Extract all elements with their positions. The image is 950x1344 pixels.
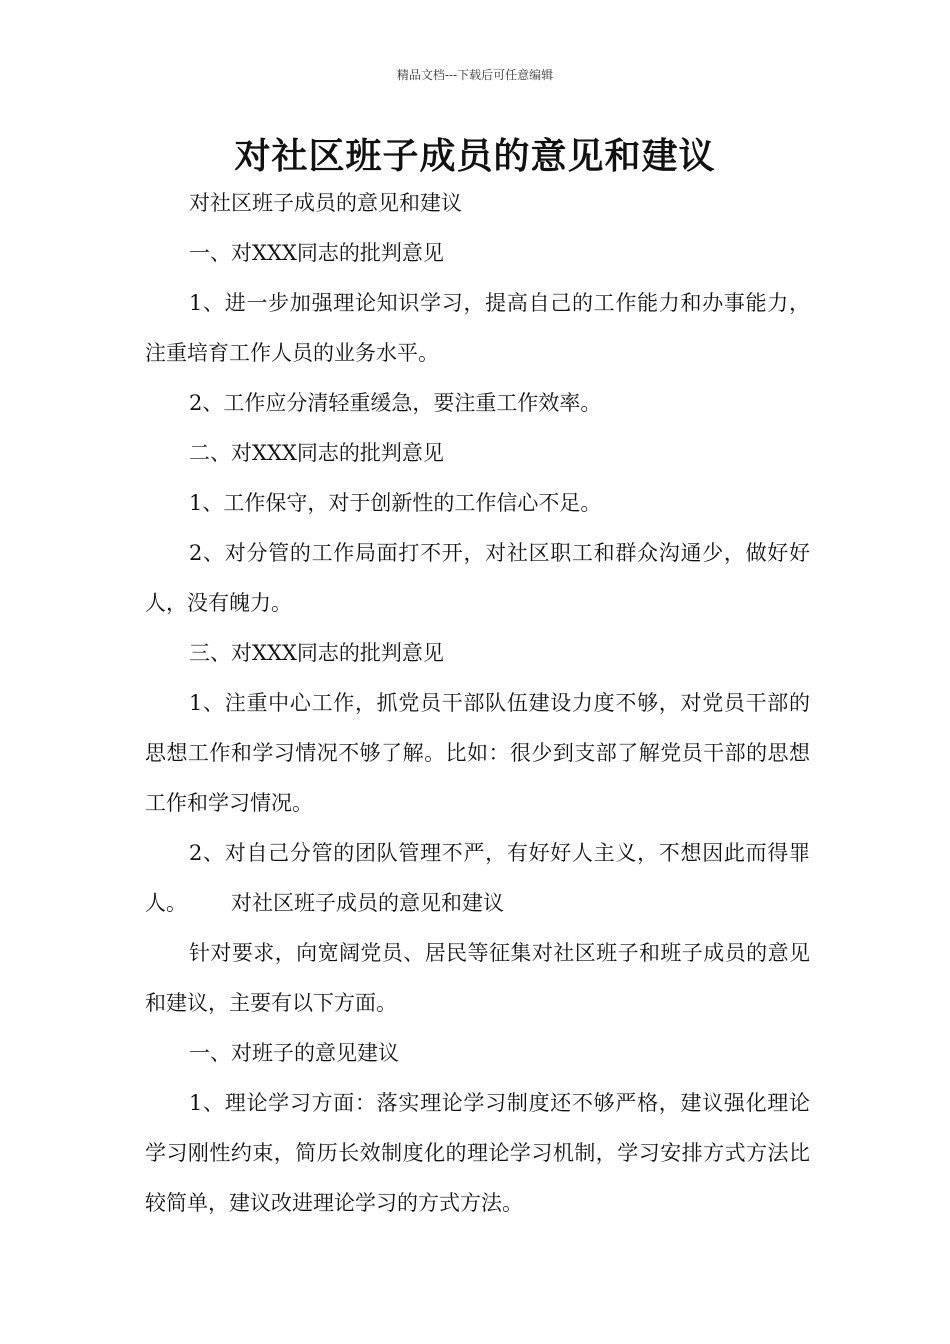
section-heading: 三、对XXX同志的批判意见 xyxy=(189,641,444,665)
paragraph: 2、对分管的工作局面打不开，对社区职工和群众沟通少，做好好人，没有魄力。 xyxy=(145,541,810,615)
paragraph: 1、理论学习方面：落实理论学习制度还不够严格，建议强化理论学习刚性约束，简历长效制度化的理论学习机制，学习安排方式方法比较简单，建议改进理论学习的方式方法。 xyxy=(145,1091,810,1215)
inline-subtitle: 对社区班子成员的意见和建议 xyxy=(231,891,504,915)
section-heading: 一、对班子的意见建议 xyxy=(189,1041,399,1065)
paragraph: 1、工作保守，对于创新性的工作信心不足。 xyxy=(189,491,602,515)
section-heading: 二、对XXX同志的批判意见 xyxy=(189,441,444,465)
paragraph: 对社区班子成员的意见和建议 xyxy=(189,191,462,215)
header-note: 精品文档---下载后可任意编辑 xyxy=(396,68,554,82)
paragraph-mixed xyxy=(145,828,810,928)
document-title: 对社区班子成员的意见和建议 xyxy=(234,135,716,177)
paragraph: 针对要求，向宽阔党员、居民等征集对社区班子和班子成员的意见和建议，主要有以下方面。 xyxy=(145,941,810,1015)
section-heading: 一、对XXX同志的批判意见 xyxy=(189,241,444,265)
paragraph: 1、注重中心工作，抓党员干部队伍建设力度不够，对党员干部的思想工作和学习情况不够了解。比如：很少到支部了解党员干部的思想工作和学习情况。 xyxy=(145,691,810,815)
document-body xyxy=(145,178,810,1228)
paragraph-text: 2、对自己分管的团队管理不严，有好好人主义，不想因此而得罪人。 xyxy=(145,841,810,915)
paragraph: 1、进一步加强理论知识学习，提高自己的工作能力和办事能力，注重培育工作人员的业务水平。 xyxy=(145,291,810,365)
paragraph: 2、工作应分清轻重缓急，要注重工作效率。 xyxy=(189,391,602,415)
